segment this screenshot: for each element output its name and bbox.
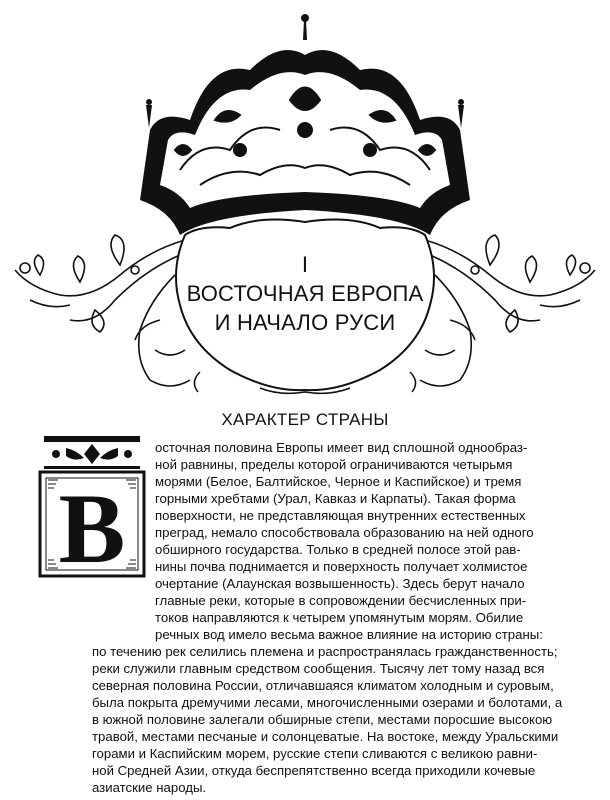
paragraph-line: главные реки, которые в сопровождении бесчисленных при- — [155, 593, 527, 608]
paragraph-line: обширного государства. Только в средней полосе этой рав- — [155, 542, 521, 557]
paragraph-line: речных вод имело весьма важное влияние на историю страны: — [155, 627, 543, 642]
left-scrollwork — [15, 235, 190, 386]
paragraph-line: нины почва поднимается и поверхность получает холмистое — [155, 559, 528, 574]
paragraph-line: в южной половине залегали обширные степи, местами поросшие высокою — [92, 712, 553, 727]
chapter-title-line1: ВОСТОЧНАЯ ЕВРОПА — [186, 281, 424, 306]
initial-ornament-icon — [44, 436, 140, 469]
drop-cap-letter: В — [58, 473, 126, 580]
paragraph-line: северная половина России, отличавшаяся климатом холодным и суровым, — [92, 678, 554, 693]
paragraph-line: ной Средней Азии, откуда беспрепятственно всегда приходили кочевые — [92, 763, 536, 778]
paragraph-line: осточная половина Европы имеет вид сплошной однообраз- — [155, 440, 528, 455]
paragraph-line: была покрыта дремучими лесами, многочисленными озерами и болотами, а — [92, 695, 563, 710]
paragraph-line: морями (Белое, Балтийское, Черное и Каспийское) и тремя — [155, 474, 522, 489]
paragraph-line: очертание (Алаунская возвышенность). Здесь берут начало — [155, 576, 525, 591]
drop-cap-initial — [36, 432, 148, 580]
chapter-title-line2: И НАЧАЛО РУСИ — [214, 310, 396, 335]
right-scrollwork — [420, 235, 595, 386]
paragraph-line: горными хребтами (Урал, Кавказ и Карпаты). Такая форма — [155, 491, 516, 506]
chapter-number: I — [301, 252, 309, 277]
paragraph-line: азиатские народы. — [92, 780, 207, 795]
section-heading: ХАРАКТЕР СТРАНЫ — [221, 410, 389, 429]
paragraph-line: горами и Каспийским морем, русские степи сливаются с великою равни- — [92, 746, 538, 761]
chapter-title — [180, 250, 430, 337]
paragraph-line: травой, местами песчаные и солонцеватые. На востоке, между Уральскими — [92, 729, 559, 744]
paragraph-line: ной равнины, пределы которой ограничиваются четырьмя — [155, 457, 513, 472]
paragraph-line: по течению рек селились племена и распространялась гражданственность; — [92, 644, 558, 659]
paragraph-line: токов направляются к четырем упомянутым морям. Обилие — [155, 610, 524, 625]
paragraph-line: преград, немало способствовала образованию на ней одного — [155, 525, 534, 540]
paragraph-line: поверхности, не представляющая внутренних естественных — [155, 508, 526, 523]
paragraph-line: реки служили главным средством сообщения. Тысячу лет тому назад вся — [92, 661, 545, 676]
